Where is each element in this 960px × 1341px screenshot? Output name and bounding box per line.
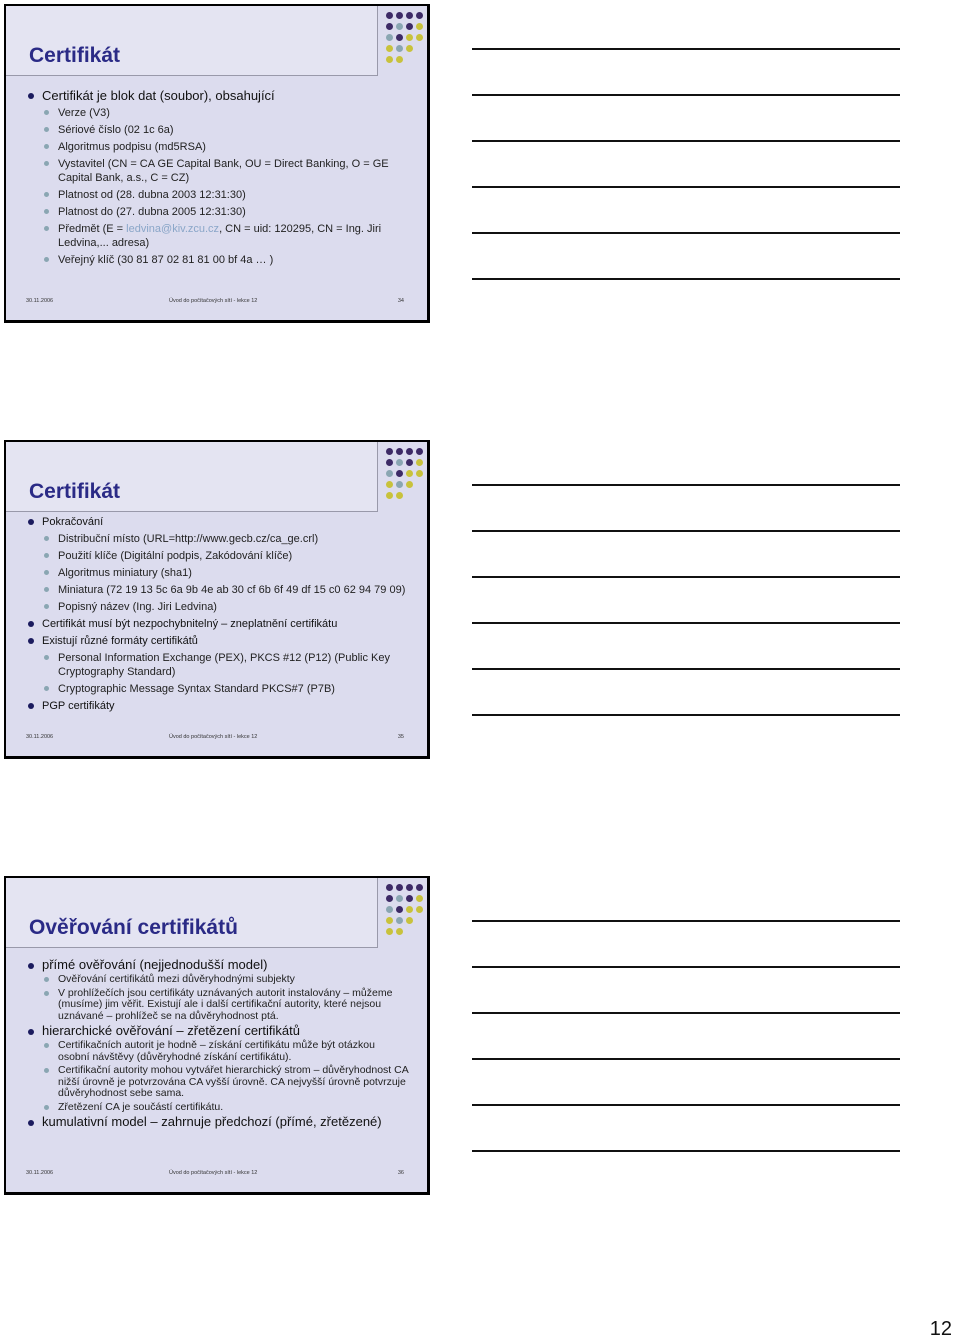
grid-dot: [396, 906, 403, 913]
grid-dot: [406, 470, 413, 477]
footer-course: Úvod do počítačových sítí - lekce 12: [169, 734, 258, 740]
bullet-item: Pokračování: [26, 515, 409, 529]
slide-number: 35: [397, 734, 404, 740]
bullet-item: Certifikát musí být nezpochybnitelný – zneplatnění certifikátu: [26, 617, 409, 631]
grid-dot: [406, 459, 413, 466]
grid-dot: [386, 917, 393, 924]
note-line: [472, 94, 900, 96]
sub-bullet-item: Platnost od (28. dubna 2003 12:31:30): [26, 188, 409, 202]
grid-dot: [386, 459, 393, 466]
grid-dot: [396, 895, 403, 902]
slide-body: [26, 515, 409, 716]
grid-dot: [406, 34, 413, 41]
grid-dot: [386, 884, 393, 891]
grid-dot: [406, 884, 413, 891]
note-line: [472, 278, 900, 280]
bullet-item: Certifikát je blok dat (soubor), obsahující: [26, 88, 409, 103]
slide-footer: [26, 298, 409, 306]
slide-35: [4, 440, 430, 759]
grid-dot: [406, 481, 413, 488]
sub-bullet-item: Cryptographic Message Syntax Standard PKCS#7 (P7B): [26, 682, 409, 696]
sub-bullet-item: Platnost do (27. dubna 2005 12:31:30): [26, 205, 409, 219]
grid-dot: [406, 12, 413, 19]
sub-bullet-item: Algoritmus podpisu (md5RSA): [26, 140, 409, 154]
footer-course: Úvod do počítačových sítí - lekce 12: [169, 298, 258, 304]
sub-bullet-item: Ověřování certifikátů mezi důvěryhodnými subjekty: [26, 974, 409, 986]
slide-number: 34: [397, 298, 404, 304]
grid-dot: [386, 23, 393, 30]
sub-bullet-item: Miniatura (72 19 13 5c 6a 9b 4e ab 30 cf 6b 6f 49 df 15 c0 62 94 79 09): [26, 583, 409, 597]
grid-dot: [386, 481, 393, 488]
sub-bullet-item: Verze (V3): [26, 106, 409, 120]
subject-prefix: Předmět (E =: [58, 223, 127, 235]
note-line: [472, 530, 900, 532]
slide-title: Certifikát: [29, 480, 121, 503]
footer-date: 30.11.2006: [26, 298, 54, 304]
decorative-dot-grid-icon: [386, 448, 430, 504]
grid-dot: [386, 45, 393, 52]
grid-dot: [396, 12, 403, 19]
grid-dot: [386, 12, 393, 19]
bullet-item: kumulativní model – zahrnuje předchozí (přímé, zřetězené): [26, 1115, 409, 1129]
grid-dot: [416, 470, 423, 477]
sub-bullet-item: Personal Information Exchange (PEX), PKCS #12 (P12) (Public Key Cryptography Standard): [26, 651, 409, 679]
note-line: [472, 1012, 900, 1014]
grid-dot: [386, 34, 393, 41]
grid-dot: [406, 23, 413, 30]
grid-dot: [386, 448, 393, 455]
grid-dot: [386, 56, 393, 63]
bullet-item: Existují různé formáty certifikátů: [26, 634, 409, 648]
note-line: [472, 1104, 900, 1106]
grid-dot: [406, 906, 413, 913]
grid-dot: [386, 492, 393, 499]
note-line: [472, 1150, 900, 1152]
slide-number: 36: [397, 1170, 404, 1176]
note-line: [472, 966, 900, 968]
grid-dot: [386, 895, 393, 902]
slide-34: [4, 4, 430, 323]
grid-dot: [386, 470, 393, 477]
decorative-dot-grid-icon: [386, 12, 430, 68]
grid-dot: [396, 928, 403, 935]
grid-dot: [396, 917, 403, 924]
note-line: [472, 714, 900, 716]
grid-dot: [396, 481, 403, 488]
grid-dot: [396, 492, 403, 499]
note-line: [472, 1058, 900, 1060]
sub-bullet-item: Použití klíče (Digitální podpis, Zakódování klíče): [26, 549, 409, 563]
sub-bullet-item: Certifikační autority mohou vytvářet hierarchický strom – důvěryhodnost CA nižší úrovně je potvrzována CA vyšší úrovně. CA nejvyšší úrovně potvrzuje důvěryhodnost sebe sama.: [26, 1065, 409, 1100]
sub-bullet-item: Certifikačních autorit je hodně – získání certifikátu může být otázkou osobní návštěvy (důvěryhodné získání certifikátu).: [26, 1040, 409, 1063]
sub-bullet-item: Veřejný klíč (30 81 87 02 81 81 00 bf 4a … ): [26, 253, 409, 267]
sub-bullet-item: V prohlížečích jsou certifikáty uznávaných autorit instalovány – můžeme (musíme) jim věřit. Existují ale i další certifikační autority, které nejsou uznávané – prohlížeč se na důvěryhodnost ptá.: [26, 988, 409, 1023]
sub-bullet-item: Popisný název (Ing. Jiri Ledvina): [26, 600, 409, 614]
grid-dot: [416, 448, 423, 455]
slide-body: [26, 88, 409, 270]
grid-dot: [416, 884, 423, 891]
note-line: [472, 576, 900, 578]
grid-dot: [386, 928, 393, 935]
grid-dot: [406, 895, 413, 902]
slide-title: Certifikát: [29, 44, 121, 67]
grid-dot: [406, 448, 413, 455]
grid-dot: [396, 448, 403, 455]
footer-date: 30.11.2006: [26, 734, 54, 740]
grid-dot: [396, 884, 403, 891]
grid-dot: [416, 906, 423, 913]
sub-bullet-item: Sériové číslo (02 1c 6a): [26, 123, 409, 137]
slide-36: [4, 876, 430, 1195]
grid-dot: [396, 34, 403, 41]
bullet-item: hierarchické ověřování – zřetězení certifikátů: [26, 1024, 409, 1038]
slide-title: Ověřování certifikátů: [29, 916, 238, 939]
grid-dot: [416, 895, 423, 902]
note-line: [472, 48, 900, 50]
note-line: [472, 186, 900, 188]
note-line: [472, 668, 900, 670]
grid-dot: [406, 45, 413, 52]
grid-dot: [396, 470, 403, 477]
sub-bullet-item: Algoritmus miniatury (sha1): [26, 566, 409, 580]
grid-dot: [416, 34, 423, 41]
bullet-item: přímé ověřování (nejjednodušší model): [26, 958, 409, 972]
grid-dot: [406, 917, 413, 924]
sub-bullet-item: Distribuční místo (URL=http://www.gecb.cz/ca_ge.crl): [26, 532, 409, 546]
sub-bullet-item-subject: [26, 222, 409, 250]
bullet-item: PGP certifikáty: [26, 699, 409, 713]
grid-dot: [396, 45, 403, 52]
subject-suffix: , CN = uid: 120295, CN = Ing. Jiri Ledvina,... adresa): [58, 223, 382, 249]
sub-bullet-item: Vystavitel (CN = CA GE Capital Bank, OU = Direct Banking, O = GE Capital Bank, a.s., C = CZ): [26, 157, 409, 185]
sub-bullet-item: Zřetězení CA je součástí certifikátu.: [26, 1102, 409, 1114]
note-line: [472, 140, 900, 142]
note-line: [472, 484, 900, 486]
note-line: [472, 232, 900, 234]
note-line: [472, 622, 900, 624]
page-number: 12: [929, 1318, 952, 1340]
slide-footer: [26, 734, 409, 742]
grid-dot: [386, 906, 393, 913]
footer-course: Úvod do počítačových sítí - lekce 12: [169, 1170, 258, 1176]
grid-dot: [416, 23, 423, 30]
email-link[interactable]: ledvina@kiv.zcu.cz: [126, 223, 220, 235]
slide-body: [26, 958, 409, 1131]
footer-date: 30.11.2006: [26, 1170, 54, 1176]
grid-dot: [396, 23, 403, 30]
grid-dot: [416, 459, 423, 466]
note-line: [472, 920, 900, 922]
grid-dot: [396, 459, 403, 466]
decorative-dot-grid-icon: [386, 884, 430, 940]
grid-dot: [416, 12, 423, 19]
grid-dot: [396, 56, 403, 63]
slide-footer: [26, 1170, 409, 1178]
